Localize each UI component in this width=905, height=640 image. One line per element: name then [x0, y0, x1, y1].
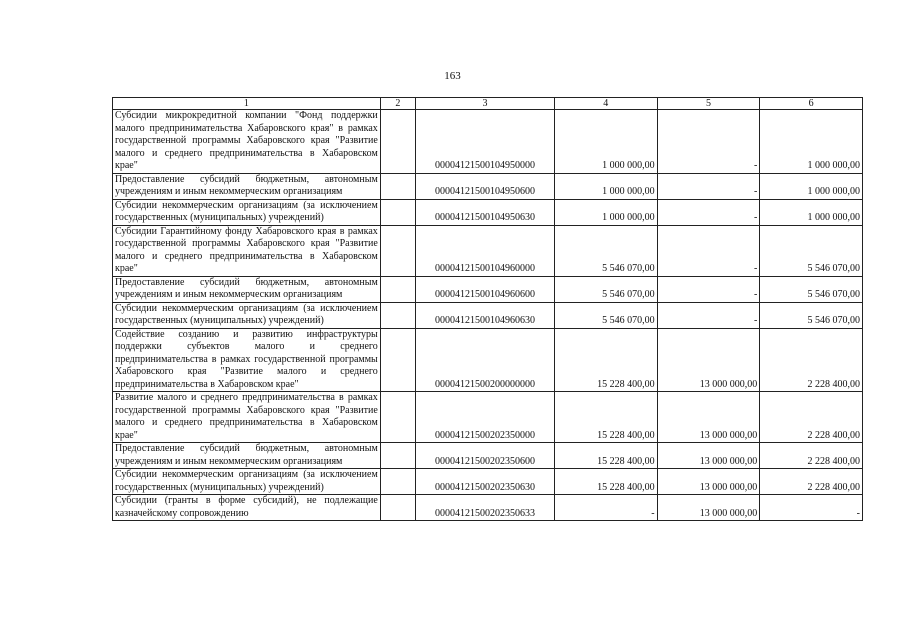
column-header-5: 5 — [657, 98, 760, 110]
row-code-cell: 00004121500104960630 — [416, 302, 555, 328]
column-header-4: 4 — [554, 98, 657, 110]
budget-table — [112, 97, 863, 521]
table-row — [113, 225, 863, 276]
row-code-cell: 00004121500202350000 — [416, 392, 555, 443]
row-col5-cell: - — [657, 276, 760, 302]
row-code-cell: 00004121500202350630 — [416, 469, 555, 495]
page-number: 163 — [444, 70, 461, 82]
row-code-cell: 00004121500202350600 — [416, 443, 555, 469]
row-col2-cell — [380, 302, 415, 328]
row-col6-cell: 2 228 400,00 — [760, 443, 863, 469]
row-name-cell: Развитие малого и среднего предпринимательства в рамках государственной программы Хабаровского края "Развитие малого и среднего предпринимательства в Хабаровском крае" — [113, 392, 381, 443]
row-name-cell: Предоставление субсидий бюджетным, автономным учреждениям и иным некоммерческим организациям — [113, 276, 381, 302]
row-col4-cell: 5 546 070,00 — [554, 302, 657, 328]
table-row — [113, 495, 863, 521]
row-name-cell: Субсидии некоммерческим организациям (за исключением государственных (муниципальных) учреждений) — [113, 302, 381, 328]
row-col5-cell: - — [657, 173, 760, 199]
column-header-3: 3 — [416, 98, 555, 110]
row-col2-cell — [380, 392, 415, 443]
row-col5-cell: 13 000 000,00 — [657, 392, 760, 443]
row-name-cell: Предоставление субсидий бюджетным, автономным учреждениям и иным некоммерческим организациям — [113, 173, 381, 199]
row-col4-cell: 15 228 400,00 — [554, 443, 657, 469]
row-col4-cell: 15 228 400,00 — [554, 392, 657, 443]
table-row — [113, 173, 863, 199]
column-header-2: 2 — [380, 98, 415, 110]
header-row — [113, 98, 863, 110]
row-col6-cell: 5 546 070,00 — [760, 225, 863, 276]
row-col6-cell: 2 228 400,00 — [760, 392, 863, 443]
row-code-cell: 00004121500104950600 — [416, 173, 555, 199]
table-row — [113, 328, 863, 392]
row-col5-cell: - — [657, 302, 760, 328]
row-code-cell: 00004121500104950000 — [416, 110, 555, 174]
row-col4-cell: 5 546 070,00 — [554, 276, 657, 302]
row-col2-cell — [380, 443, 415, 469]
row-col4-cell: 1 000 000,00 — [554, 110, 657, 174]
column-header-1: 1 — [113, 98, 381, 110]
row-col4-cell: - — [554, 495, 657, 521]
row-col4-cell: 15 228 400,00 — [554, 328, 657, 392]
row-name-cell: Субсидии некоммерческим организациям (за исключением государственных (муниципальных) учреждений) — [113, 199, 381, 225]
row-name-cell: Субсидии микрокредитной компании "Фонд поддержки малого предпринимательства Хабаровского края" в рамках государственной программы Хабаровского края "Развитие малого и среднего предпринимательства в Хабаровском крае" — [113, 110, 381, 174]
row-name-cell: Субсидии Гарантийному фонду Хабаровского края в рамках государственной программы Хабаровского края "Развитие малого и среднего предпринимательства в Хабаровском крае" — [113, 225, 381, 276]
row-col2-cell — [380, 173, 415, 199]
row-col2-cell — [380, 469, 415, 495]
row-col6-cell: 1 000 000,00 — [760, 173, 863, 199]
row-col2-cell — [380, 225, 415, 276]
row-code-cell: 00004121500104960600 — [416, 276, 555, 302]
row-col5-cell: 13 000 000,00 — [657, 495, 760, 521]
row-code-cell: 00004121500104950630 — [416, 199, 555, 225]
row-col6-cell: 1 000 000,00 — [760, 110, 863, 174]
row-col6-cell: - — [760, 495, 863, 521]
row-col6-cell: 5 546 070,00 — [760, 302, 863, 328]
row-col5-cell: - — [657, 225, 760, 276]
row-name-cell: Содействие созданию и развитию инфраструктуры поддержки субъектов малого и среднего предпринимательства в рамках государственной программы Хабаровского края "Развитие малого и среднего предпринимательства в Хабаровском крае" — [113, 328, 381, 392]
row-col5-cell: 13 000 000,00 — [657, 443, 760, 469]
table-row — [113, 110, 863, 174]
row-col6-cell: 5 546 070,00 — [760, 276, 863, 302]
row-name-cell: Предоставление субсидий бюджетным, автономным учреждениям и иным некоммерческим организациям — [113, 443, 381, 469]
row-name-cell: Субсидии некоммерческим организациям (за исключением государственных (муниципальных) учреждений) — [113, 469, 381, 495]
column-header-6: 6 — [760, 98, 863, 110]
row-col2-cell — [380, 199, 415, 225]
table-row — [113, 276, 863, 302]
row-col6-cell: 2 228 400,00 — [760, 469, 863, 495]
row-col5-cell: - — [657, 110, 760, 174]
row-col4-cell: 5 546 070,00 — [554, 225, 657, 276]
row-col5-cell: 13 000 000,00 — [657, 328, 760, 392]
table-row — [113, 302, 863, 328]
row-col4-cell: 15 228 400,00 — [554, 469, 657, 495]
row-name-cell: Субсидии (гранты в форме субсидий), не подлежащие казначейскому сопровождению — [113, 495, 381, 521]
row-code-cell: 00004121500202350633 — [416, 495, 555, 521]
row-col4-cell: 1 000 000,00 — [554, 173, 657, 199]
row-code-cell: 00004121500200000000 — [416, 328, 555, 392]
row-code-cell: 00004121500104960000 — [416, 225, 555, 276]
table-row — [113, 469, 863, 495]
table-row — [113, 443, 863, 469]
row-col5-cell: 13 000 000,00 — [657, 469, 760, 495]
row-col4-cell: 1 000 000,00 — [554, 199, 657, 225]
table-row — [113, 392, 863, 443]
row-col2-cell — [380, 110, 415, 174]
row-col2-cell — [380, 276, 415, 302]
table-body — [113, 110, 863, 521]
row-col2-cell — [380, 328, 415, 392]
table-row — [113, 199, 863, 225]
row-col5-cell: - — [657, 199, 760, 225]
row-col2-cell — [380, 495, 415, 521]
row-col6-cell: 2 228 400,00 — [760, 328, 863, 392]
row-col6-cell: 1 000 000,00 — [760, 199, 863, 225]
